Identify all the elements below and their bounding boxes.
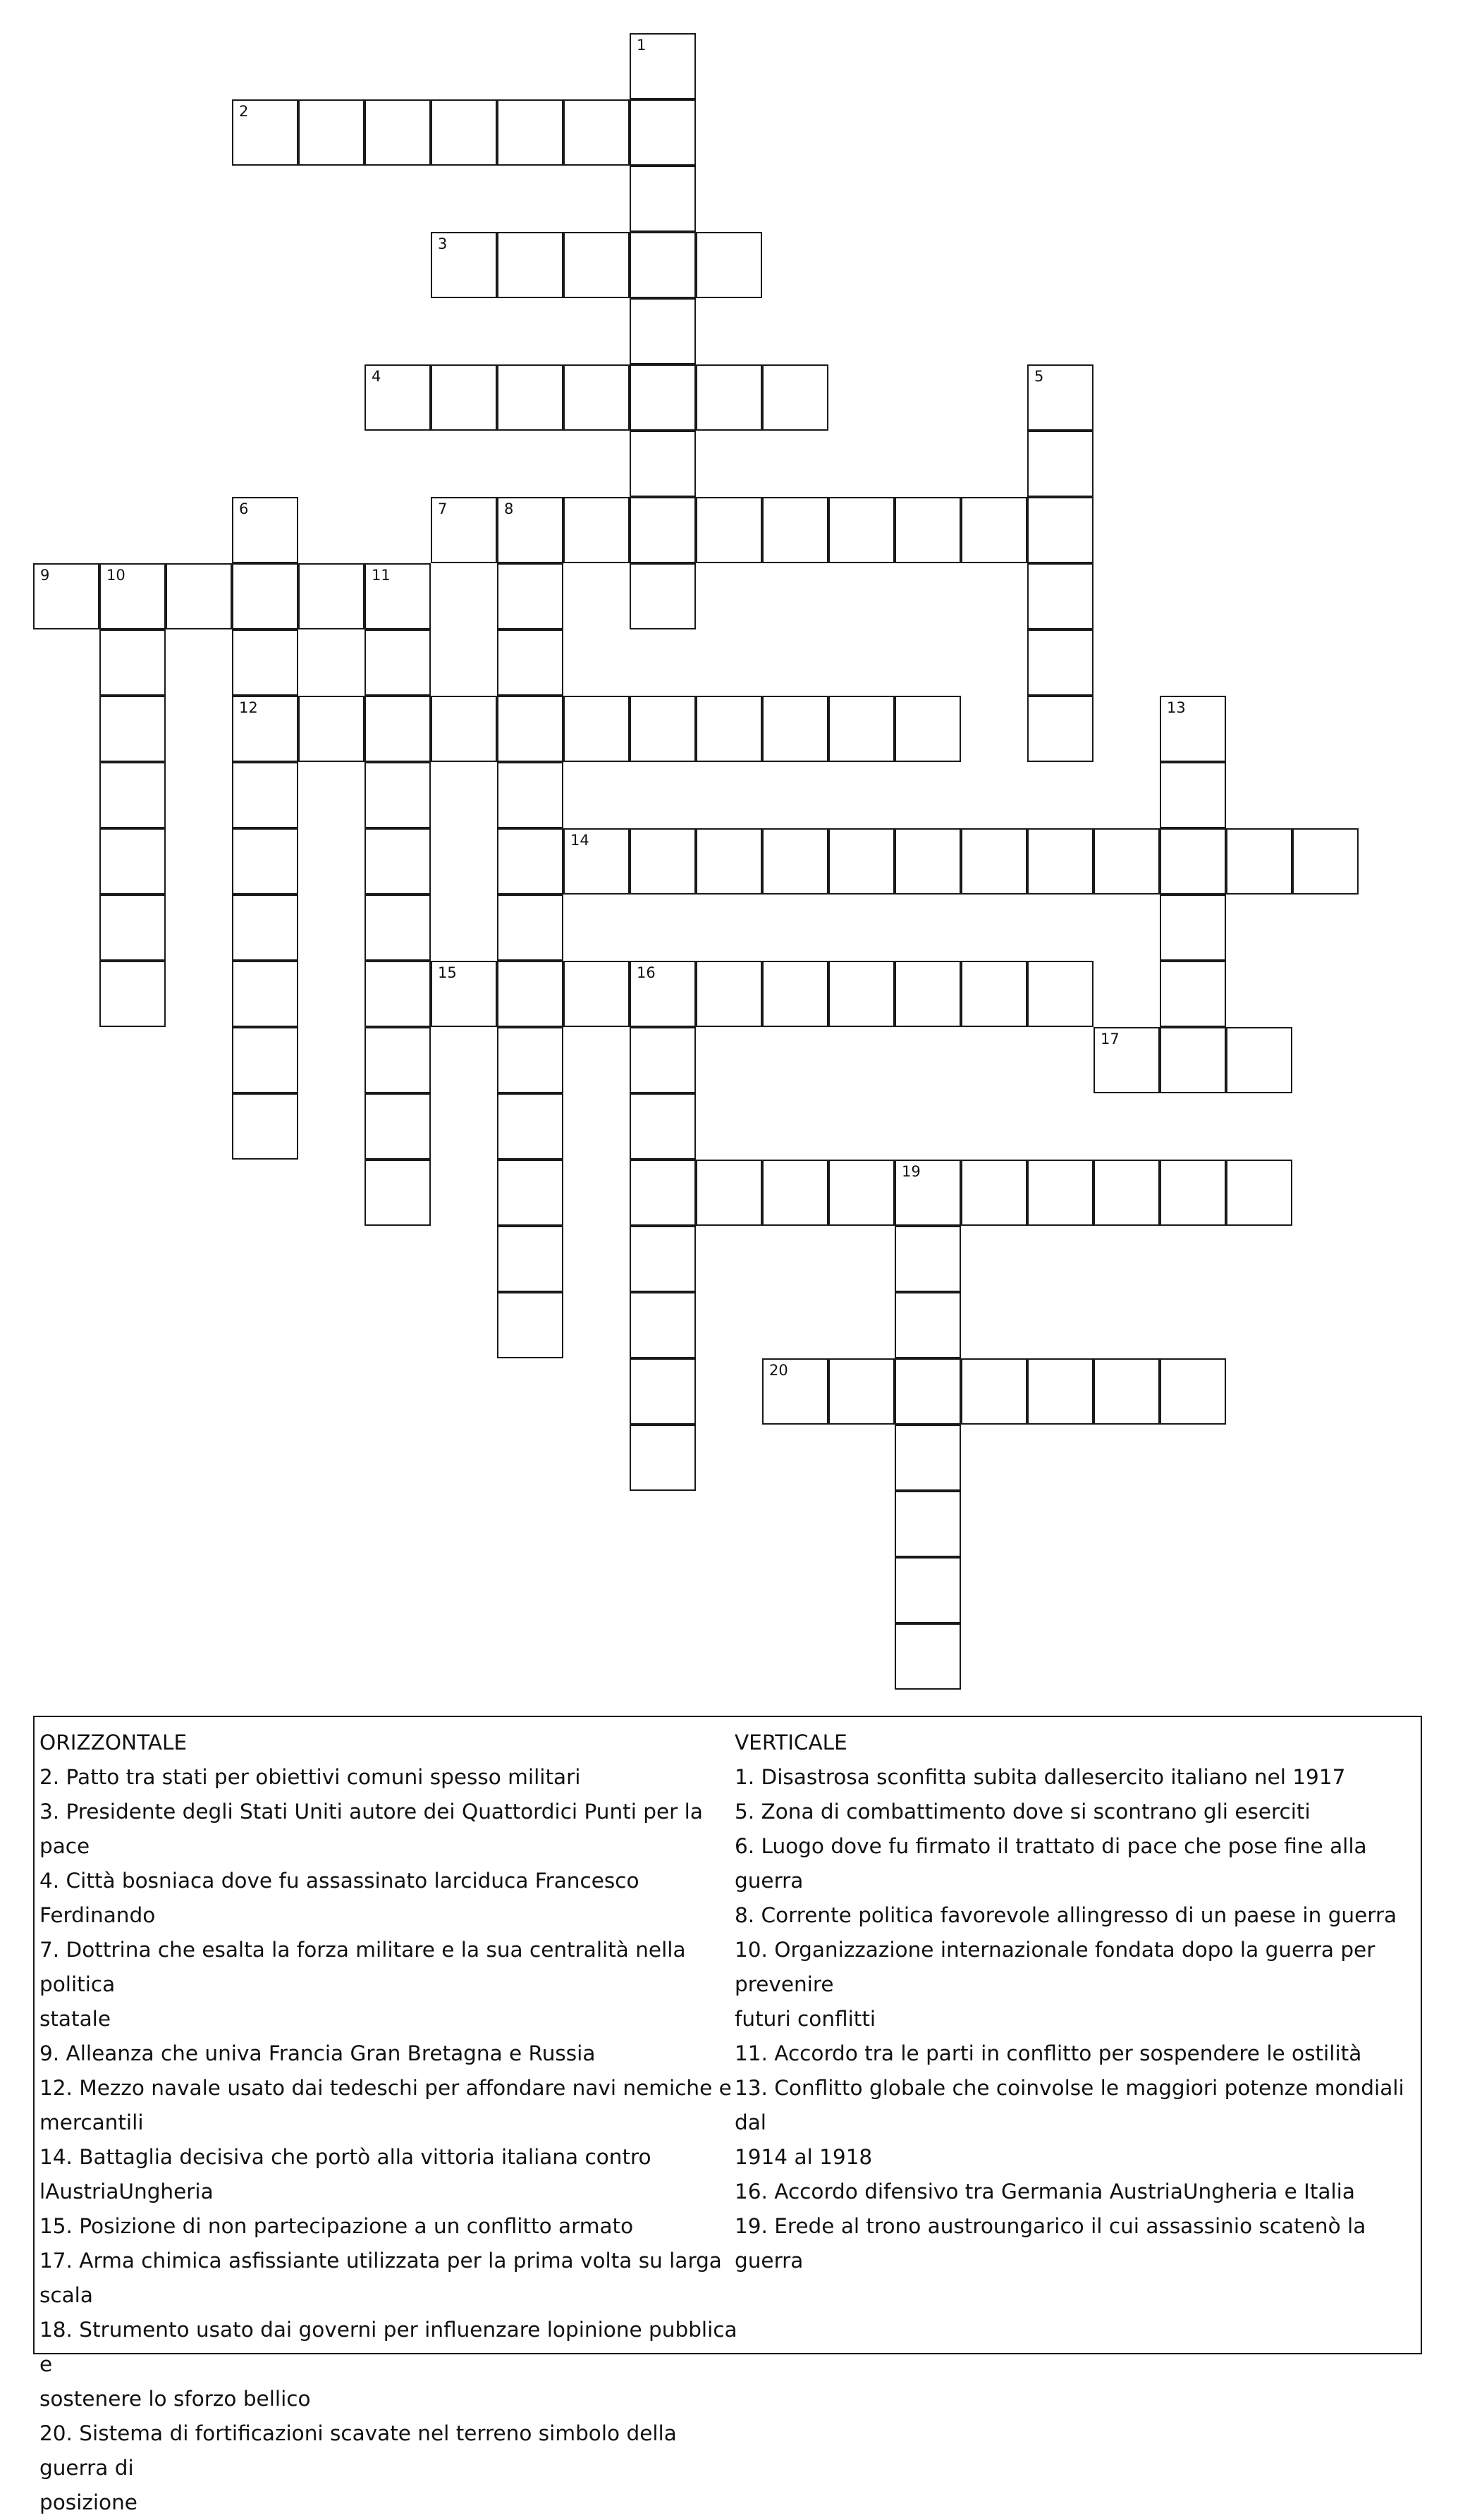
clue-line: 5. Zona di combattimento dove si scontrano gli eserciti <box>735 1800 1311 1824</box>
clue-number: 19 <box>902 1163 921 1180</box>
grid-cell[interactable] <box>364 961 431 1027</box>
clue-line: 16. Accordo difensivo tra Germania AustriaUngheria e Italia <box>735 2180 1355 2204</box>
grid-cell[interactable] <box>1027 629 1094 696</box>
grid-cell[interactable] <box>1226 1027 1292 1093</box>
grid-cell[interactable] <box>99 762 166 828</box>
grid-cell[interactable] <box>630 33 696 99</box>
grid-cell[interactable] <box>497 1160 563 1226</box>
grid-cell[interactable] <box>364 1093 431 1160</box>
grid-cell[interactable] <box>762 1358 828 1425</box>
clue-line: 13. Conflitto globale che coinvolse le maggiori potenze mondiali dal <box>735 2076 1404 2134</box>
grid-cell[interactable] <box>364 1027 431 1093</box>
grid-cell[interactable] <box>961 1160 1027 1226</box>
grid-cell[interactable] <box>232 629 298 696</box>
grid-cell[interactable] <box>232 762 298 828</box>
grid-cell[interactable] <box>364 696 431 762</box>
clue-line: 10. Organizzazione internazionale fondata dopo la guerra per prevenire <box>735 1938 1376 1996</box>
grid-cell[interactable] <box>630 1027 696 1093</box>
grid-cell[interactable] <box>99 629 166 696</box>
grid-cell[interactable] <box>431 696 497 762</box>
grid-cell[interactable] <box>298 563 364 629</box>
clue-line: 1. Disastrosa sconfitta subita dallesercito italiano nel 1917 <box>735 1765 1346 1789</box>
grid-cell[interactable] <box>99 563 166 629</box>
clue-number: 10 <box>106 567 125 584</box>
grid-cell[interactable] <box>696 232 762 298</box>
grid-cell[interactable] <box>895 1425 961 1491</box>
clue-number: 20 <box>769 1362 788 1379</box>
grid-cell[interactable] <box>762 497 828 563</box>
grid-cell[interactable] <box>1027 497 1094 563</box>
grid-cell[interactable] <box>364 99 431 166</box>
grid-cell[interactable] <box>895 1623 961 1690</box>
grid-cell[interactable] <box>497 895 563 961</box>
grid-cell[interactable] <box>630 961 696 1027</box>
grid-cell[interactable] <box>1027 1160 1094 1226</box>
clue-number: 5 <box>1034 368 1044 385</box>
down-heading: VERTICALE <box>735 1731 847 1754</box>
clue-line: 4. Città bosniaca dove fu assassinato larciduca Francesco Ferdinando <box>39 1869 639 1927</box>
grid-cell[interactable] <box>497 1093 563 1160</box>
grid-cell[interactable] <box>364 895 431 961</box>
clue-line: posizione <box>39 2490 137 2514</box>
grid-cell[interactable] <box>497 1226 563 1292</box>
grid-cell[interactable] <box>630 298 696 364</box>
across-heading: ORIZZONTALE <box>39 1731 188 1754</box>
grid-cell[interactable] <box>1226 1160 1292 1226</box>
grid-cell[interactable] <box>232 961 298 1027</box>
grid-cell[interactable] <box>895 961 961 1027</box>
grid-cell[interactable] <box>497 762 563 828</box>
grid-cell[interactable] <box>431 961 497 1027</box>
grid-cell[interactable] <box>1027 431 1094 497</box>
grid-cell[interactable] <box>99 828 166 895</box>
grid-cell[interactable] <box>895 1292 961 1358</box>
grid-cell[interactable] <box>497 563 563 629</box>
clue-number: 13 <box>1167 699 1186 716</box>
grid-cell[interactable] <box>828 1160 895 1226</box>
clue-number: 16 <box>637 964 656 981</box>
clue-line: sostenere lo sforzo bellico <box>39 2387 311 2411</box>
grid-cell[interactable] <box>961 1358 1027 1425</box>
grid-cell[interactable] <box>232 563 298 629</box>
grid-cell[interactable] <box>630 1160 696 1226</box>
grid-cell[interactable] <box>497 1027 563 1093</box>
grid-cell[interactable] <box>630 1292 696 1358</box>
across-clues <box>39 1726 737 2520</box>
grid-cell[interactable] <box>563 99 630 166</box>
grid-cell[interactable] <box>497 961 563 1027</box>
grid-cell[interactable] <box>298 696 364 762</box>
grid-cell[interactable] <box>497 364 563 431</box>
grid-cell[interactable] <box>431 497 497 563</box>
grid-cell[interactable] <box>1027 961 1094 1027</box>
clue-box <box>33 1716 1422 2514</box>
grid-cell[interactable] <box>762 364 828 431</box>
grid-cell[interactable] <box>1160 762 1226 828</box>
grid-cell[interactable] <box>1027 1358 1094 1425</box>
clue-number: 3 <box>438 235 448 252</box>
grid-cell[interactable] <box>1027 364 1094 431</box>
grid-cell[interactable] <box>961 828 1027 895</box>
clue-line: futuri conflitti <box>735 2007 876 2031</box>
clue-number: 7 <box>438 500 448 517</box>
grid-cell[interactable] <box>895 497 961 563</box>
grid-cell[interactable] <box>828 961 895 1027</box>
grid-cell[interactable] <box>563 232 630 298</box>
grid-cell[interactable] <box>232 1027 298 1093</box>
clue-line: 12. Mezzo navale usato dai tedeschi per affondare navi nemiche e <box>39 2076 732 2100</box>
grid-cell[interactable] <box>298 99 364 166</box>
grid-cell[interactable] <box>563 828 630 895</box>
grid-cell[interactable] <box>364 364 431 431</box>
grid-cell[interactable] <box>696 696 762 762</box>
grid-cell[interactable] <box>630 364 696 431</box>
clue-number: 17 <box>1101 1031 1120 1047</box>
clue-line: 2. Patto tra stati per obiettivi comuni spesso militari <box>39 1765 581 1789</box>
grid-cell[interactable] <box>232 696 298 762</box>
clue-line: mercantili <box>39 2110 144 2134</box>
grid-cell[interactable] <box>961 961 1027 1027</box>
grid-cell[interactable] <box>630 497 696 563</box>
clue-number: 14 <box>570 832 589 849</box>
clue-number: 4 <box>372 368 381 385</box>
grid-cell[interactable] <box>364 762 431 828</box>
clue-line: lAustriaUngheria <box>39 2180 214 2204</box>
grid-cell[interactable] <box>630 232 696 298</box>
clue-line: 9. Alleanza che univa Francia Gran Bretagna e Russia <box>39 2041 596 2065</box>
grid-cell[interactable] <box>1027 828 1094 895</box>
grid-cell[interactable] <box>497 232 563 298</box>
grid-cell[interactable] <box>828 828 895 895</box>
down-clues <box>735 1726 1415 2278</box>
clue-line: 20. Sistema di fortificazioni scavate nel terreno simbolo della guerra di <box>39 2421 677 2480</box>
grid-cell[interactable] <box>563 961 630 1027</box>
clue-number: 8 <box>504 500 514 517</box>
grid-cell[interactable] <box>431 364 497 431</box>
grid-cell[interactable] <box>232 1093 298 1160</box>
grid-cell[interactable] <box>630 1358 696 1425</box>
clue-line: 19. Erede al trono austroungarico il cui assassinio scatenò la guerra <box>735 2214 1366 2273</box>
grid-cell[interactable] <box>895 1160 961 1226</box>
grid-cell[interactable] <box>1027 563 1094 629</box>
clue-number: 2 <box>239 103 249 120</box>
grid-cell[interactable] <box>364 828 431 895</box>
grid-cell[interactable] <box>1160 1027 1226 1093</box>
clue-number: 11 <box>372 567 391 584</box>
grid-cell[interactable] <box>696 364 762 431</box>
grid-cell[interactable] <box>762 961 828 1027</box>
clue-line: 14. Battaglia decisiva che portò alla vittoria italiana contro <box>39 2145 651 2169</box>
grid-cell[interactable] <box>630 563 696 629</box>
grid-cell[interactable] <box>630 166 696 232</box>
grid-cell[interactable] <box>895 828 961 895</box>
grid-cell[interactable] <box>1160 696 1226 762</box>
grid-cell[interactable] <box>232 497 298 563</box>
grid-cell[interactable] <box>630 1093 696 1160</box>
grid-cell[interactable] <box>1160 1358 1226 1425</box>
grid-cell[interactable] <box>1027 696 1094 762</box>
grid-cell[interactable] <box>630 99 696 166</box>
clue-line: 6. Luogo dove fu firmato il trattato di pace che pose fine alla guerra <box>735 1834 1367 1893</box>
clue-line: 18. Strumento usato dai governi per influenzare lopinione pubblica e <box>39 2318 737 2376</box>
grid-cell[interactable] <box>828 696 895 762</box>
grid-cell[interactable] <box>99 696 166 762</box>
clue-line: 7. Dottrina che esalta la forza militare e la sua centralità nella politica <box>39 1938 686 1996</box>
grid-cell[interactable] <box>828 497 895 563</box>
clue-number: 15 <box>438 964 457 981</box>
grid-cell[interactable] <box>1292 828 1359 895</box>
grid-cell[interactable] <box>1094 1160 1160 1226</box>
grid-cell[interactable] <box>828 1358 895 1425</box>
grid-cell[interactable] <box>1160 828 1226 895</box>
grid-cell[interactable] <box>630 431 696 497</box>
grid-cell[interactable] <box>497 497 563 563</box>
clue-number: 12 <box>239 699 258 716</box>
grid-cell[interactable] <box>33 563 99 629</box>
grid-cell[interactable] <box>563 497 630 563</box>
grid-cell[interactable] <box>232 828 298 895</box>
clue-line: 1914 al 1918 <box>735 2145 873 2169</box>
grid-cell[interactable] <box>1160 1160 1226 1226</box>
grid-cell[interactable] <box>99 961 166 1027</box>
grid-cell[interactable] <box>1094 1358 1160 1425</box>
grid-cell[interactable] <box>696 1160 762 1226</box>
grid-cell[interactable] <box>431 99 497 166</box>
grid-cell[interactable] <box>630 828 696 895</box>
grid-cell[interactable] <box>497 696 563 762</box>
grid-cell[interactable] <box>895 696 961 762</box>
grid-cell[interactable] <box>895 1557 961 1623</box>
grid-cell[interactable] <box>1094 828 1160 895</box>
grid-cell[interactable] <box>1160 895 1226 961</box>
clue-line: 8. Corrente politica favorevole allingresso di un paese in guerra <box>735 1903 1397 1927</box>
grid-cell[interactable] <box>99 895 166 961</box>
grid-cell[interactable] <box>895 1358 961 1425</box>
grid-cell[interactable] <box>166 563 232 629</box>
grid-cell[interactable] <box>563 696 630 762</box>
grid-cell[interactable] <box>762 1160 828 1226</box>
grid-cell[interactable] <box>1094 1027 1160 1093</box>
grid-cell[interactable] <box>696 828 762 895</box>
grid-cell[interactable] <box>895 1491 961 1557</box>
grid-cell[interactable] <box>1226 828 1292 895</box>
grid-cell[interactable] <box>431 232 497 298</box>
grid-cell[interactable] <box>762 828 828 895</box>
clue-line: 17. Arma chimica asfissiante utilizzata per la prima volta su larga scala <box>39 2249 722 2307</box>
grid-cell[interactable] <box>630 1226 696 1292</box>
grid-cell[interactable] <box>232 99 298 166</box>
grid-cell[interactable] <box>364 629 431 696</box>
clue-number: 6 <box>239 500 249 517</box>
grid-cell[interactable] <box>961 497 1027 563</box>
grid-cell[interactable] <box>696 961 762 1027</box>
grid-cell[interactable] <box>497 828 563 895</box>
clue-number: 1 <box>637 37 647 54</box>
grid-cell[interactable] <box>563 364 630 431</box>
grid-cell[interactable] <box>696 497 762 563</box>
grid-cell[interactable] <box>497 1292 563 1358</box>
grid-cell[interactable] <box>762 696 828 762</box>
clue-number: 9 <box>40 567 50 584</box>
clue-line: 3. Presidente degli Stati Uniti autore dei Quattordici Punti per la pace <box>39 1800 703 1858</box>
grid-cell[interactable] <box>364 563 431 629</box>
grid-cell[interactable] <box>1160 961 1226 1027</box>
grid-cell[interactable] <box>364 1160 431 1226</box>
grid-cell[interactable] <box>895 1226 961 1292</box>
grid-cell[interactable] <box>630 696 696 762</box>
grid-cell[interactable] <box>630 1425 696 1491</box>
grid-cell[interactable] <box>497 99 563 166</box>
clue-line: statale <box>39 2007 111 2031</box>
clue-line: 15. Posizione di non partecipazione a un conflitto armato <box>39 2214 634 2238</box>
grid-cell[interactable] <box>497 629 563 696</box>
grid-cell[interactable] <box>232 895 298 961</box>
clue-line: 11. Accordo tra le parti in conflitto per sospendere le ostilità <box>735 2041 1362 2065</box>
